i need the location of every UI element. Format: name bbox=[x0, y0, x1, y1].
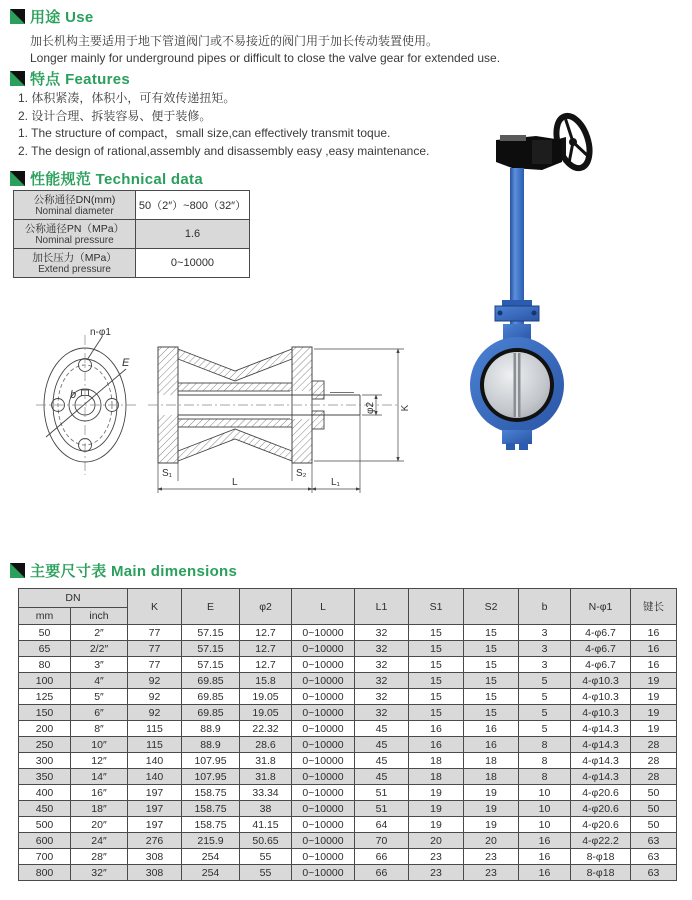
tech-value-cell: 1.6 bbox=[136, 220, 250, 249]
dimension-cell: 22.32 bbox=[240, 721, 292, 737]
dimension-cell: 41.15 bbox=[240, 817, 292, 833]
dimension-cell: 16 bbox=[631, 641, 677, 657]
label-L: L bbox=[232, 477, 238, 488]
dimension-cell: 8 bbox=[519, 769, 571, 785]
dimension-cell: 215.9 bbox=[182, 833, 240, 849]
dimensions-row bbox=[19, 785, 677, 801]
dimension-cell: 77 bbox=[128, 657, 182, 673]
dimension-cell: 31.8 bbox=[240, 753, 292, 769]
dimension-cell: 32 bbox=[355, 705, 409, 721]
dimension-cell: 5 bbox=[519, 721, 571, 737]
dimension-cell: 19.05 bbox=[240, 689, 292, 705]
label-S2: S₂ bbox=[296, 468, 307, 479]
dimension-cell: 115 bbox=[128, 721, 182, 737]
dimension-cell: 4-φ14.3 bbox=[571, 753, 631, 769]
dimension-cell: 16″ bbox=[71, 785, 128, 801]
dimension-cell: 0~10000 bbox=[292, 769, 355, 785]
dimension-cell: 15 bbox=[464, 657, 519, 673]
dimension-cell: 19 bbox=[464, 785, 519, 801]
dimension-cell: 50 bbox=[631, 817, 677, 833]
feature-item: 2. 设计合理、拆装容易、便于装修。 bbox=[18, 108, 212, 123]
label-E: E bbox=[122, 357, 130, 369]
tech-row bbox=[14, 249, 250, 278]
dimension-cell: 158.75 bbox=[182, 785, 240, 801]
dimension-cell: 10 bbox=[519, 801, 571, 817]
dimension-cell: 4-φ10.3 bbox=[571, 705, 631, 721]
dimension-cell: 16 bbox=[631, 657, 677, 673]
tech-label-cell bbox=[14, 220, 136, 249]
gearbox bbox=[496, 135, 566, 170]
dimension-cell: 45 bbox=[355, 769, 409, 785]
dimension-cell: 77 bbox=[128, 641, 182, 657]
dimension-cell: 92 bbox=[128, 689, 182, 705]
dimension-cell: 107.95 bbox=[182, 769, 240, 785]
dimension-cell: 19 bbox=[464, 801, 519, 817]
dimension-cell: 50 bbox=[631, 785, 677, 801]
dimension-cell: 19.05 bbox=[240, 705, 292, 721]
dimensions-row bbox=[19, 769, 677, 785]
dimension-cell: 450 bbox=[19, 801, 71, 817]
dimension-cell: 16 bbox=[464, 737, 519, 753]
dimension-cell: 15 bbox=[409, 641, 464, 657]
label-b: b bbox=[70, 389, 77, 401]
dimension-cell: 16 bbox=[631, 625, 677, 641]
tech-value-cell: 0~10000 bbox=[136, 249, 250, 278]
dimension-cell: 8 bbox=[519, 737, 571, 753]
dimension-cell: 12.7 bbox=[240, 625, 292, 641]
dimension-cell: 23 bbox=[409, 849, 464, 865]
dimension-cell: 12.7 bbox=[240, 641, 292, 657]
dimension-cell: 308 bbox=[128, 849, 182, 865]
dimension-cell: 24″ bbox=[71, 833, 128, 849]
column-header-phi2: φ2 bbox=[240, 589, 292, 625]
dimension-cell: 4-φ20.6 bbox=[571, 817, 631, 833]
dimension-cell: 0~10000 bbox=[292, 657, 355, 673]
tech-label-zh: 公称通径DN(mm) bbox=[33, 193, 116, 206]
dimensions-table-body bbox=[19, 625, 677, 881]
tech-label-en: Extend pressure bbox=[38, 263, 111, 275]
dimension-cell: 10 bbox=[519, 817, 571, 833]
dimension-cell: 32 bbox=[355, 673, 409, 689]
dimension-cell: 4-φ14.3 bbox=[571, 721, 631, 737]
dimension-cell: 4-φ14.3 bbox=[571, 769, 631, 785]
dimension-cell: 115 bbox=[128, 737, 182, 753]
tech-label-cell bbox=[14, 191, 136, 220]
dimension-cell: 65 bbox=[19, 641, 71, 657]
dimension-cell: 200 bbox=[19, 721, 71, 737]
tech-label-zh: 加长压力（MPa） bbox=[32, 251, 117, 264]
dimension-cell: 63 bbox=[631, 849, 677, 865]
dimensions-row bbox=[19, 625, 677, 641]
dimension-cell: 400 bbox=[19, 785, 71, 801]
dimension-cell: 45 bbox=[355, 753, 409, 769]
dimension-cell: 69.85 bbox=[182, 689, 240, 705]
dimension-cell: 19 bbox=[631, 689, 677, 705]
dimension-cell: 4″ bbox=[71, 673, 128, 689]
dimension-cell: 28.6 bbox=[240, 737, 292, 753]
dimension-cell: 55 bbox=[240, 865, 292, 881]
column-header-dn: DN bbox=[19, 589, 128, 608]
dimension-cell: 15 bbox=[409, 625, 464, 641]
dimension-cell: 66 bbox=[355, 849, 409, 865]
dimension-cell: 350 bbox=[19, 769, 71, 785]
dimensions-row bbox=[19, 641, 677, 657]
dimension-cell: 16 bbox=[519, 833, 571, 849]
dimension-cell: 15 bbox=[409, 657, 464, 673]
dimension-cell: 0~10000 bbox=[292, 689, 355, 705]
dimension-cell: 140 bbox=[128, 753, 182, 769]
dimension-cell: 5 bbox=[519, 705, 571, 721]
dimension-cell: 0~10000 bbox=[292, 705, 355, 721]
dimensions-row bbox=[19, 689, 677, 705]
dimension-cell: 8″ bbox=[71, 721, 128, 737]
dimension-cell: 8 bbox=[519, 753, 571, 769]
dimension-cell: 80 bbox=[19, 657, 71, 673]
dimension-cell: 8-φ18 bbox=[571, 865, 631, 881]
dimensions-row bbox=[19, 721, 677, 737]
dimension-cell: 19 bbox=[631, 721, 677, 737]
dimension-cell: 14″ bbox=[71, 769, 128, 785]
section-marker-icon bbox=[10, 71, 25, 86]
dimension-cell: 18 bbox=[464, 753, 519, 769]
dimension-cell: 700 bbox=[19, 849, 71, 865]
dimensions-row bbox=[19, 753, 677, 769]
dimensions-table bbox=[18, 588, 677, 881]
dimension-cell: 276 bbox=[128, 833, 182, 849]
dimension-cell: 15 bbox=[409, 689, 464, 705]
dimension-cell: 4-φ22.2 bbox=[571, 833, 631, 849]
dimension-cell: 50.65 bbox=[240, 833, 292, 849]
dimensions-row bbox=[19, 849, 677, 865]
feature-item: 2. The design of rational,assembly and disassembly easy ,easy maintenance. bbox=[18, 143, 430, 158]
dimension-cell: 158.75 bbox=[182, 801, 240, 817]
use-section-header bbox=[10, 6, 94, 27]
tech-label-cell bbox=[14, 249, 136, 278]
label-K: K bbox=[400, 404, 411, 412]
dimension-cell: 197 bbox=[128, 801, 182, 817]
header-row bbox=[19, 589, 677, 608]
features-section-title: 特点 Features bbox=[30, 71, 130, 88]
dimension-cell: 28 bbox=[631, 753, 677, 769]
dimension-cell: 4-φ6.7 bbox=[571, 625, 631, 641]
dimension-cell: 0~10000 bbox=[292, 753, 355, 769]
dimension-cell: 5 bbox=[519, 673, 571, 689]
dimension-cell: 57.15 bbox=[182, 641, 240, 657]
dimension-cell: 4-φ10.3 bbox=[571, 673, 631, 689]
dimension-cell: 600 bbox=[19, 833, 71, 849]
dimension-cell: 300 bbox=[19, 753, 71, 769]
dimension-cell: 70 bbox=[355, 833, 409, 849]
dimension-cell: 15 bbox=[409, 705, 464, 721]
dimensions-row bbox=[19, 801, 677, 817]
dimensions-row bbox=[19, 657, 677, 673]
dimension-cell: 69.85 bbox=[182, 705, 240, 721]
dimension-cell: 23 bbox=[464, 849, 519, 865]
tech-row bbox=[14, 191, 250, 220]
dimension-cell: 50 bbox=[631, 801, 677, 817]
dimension-cell: 140 bbox=[128, 769, 182, 785]
dimensions-section-header bbox=[10, 560, 237, 581]
dimension-cell: 6″ bbox=[71, 705, 128, 721]
dimension-cell: 28 bbox=[631, 737, 677, 753]
stem-coupling bbox=[495, 300, 539, 321]
technical-section-title: 性能规范 Technical data bbox=[30, 171, 203, 188]
dimension-cell: 15 bbox=[464, 673, 519, 689]
tech-value-cell: 50（2″）~800（32″） bbox=[136, 191, 250, 220]
label-L1: L₁ bbox=[331, 477, 340, 488]
dimension-cell: 3 bbox=[519, 657, 571, 673]
dimensions-row bbox=[19, 817, 677, 833]
valve-body bbox=[470, 337, 564, 450]
dimension-cell: 150 bbox=[19, 705, 71, 721]
dimension-cell: 4-φ20.6 bbox=[571, 801, 631, 817]
dimension-cell: 4-φ14.3 bbox=[571, 737, 631, 753]
dimension-cell: 0~10000 bbox=[292, 865, 355, 881]
dimension-cell: 254 bbox=[182, 865, 240, 881]
dimension-cell: 3″ bbox=[71, 657, 128, 673]
dimension-cell: 18 bbox=[409, 753, 464, 769]
section-marker-icon bbox=[10, 9, 25, 24]
use-text-en: Longer mainly for underground pipes or difficult to close the valve gear for extended use. bbox=[30, 51, 501, 65]
dimension-cell: 15 bbox=[464, 641, 519, 657]
dimension-cell: 69.85 bbox=[182, 673, 240, 689]
dimension-cell: 19 bbox=[409, 785, 464, 801]
dimension-cell: 197 bbox=[128, 817, 182, 833]
dimension-cell: 19 bbox=[409, 801, 464, 817]
dimension-cell: 8-φ18 bbox=[571, 849, 631, 865]
dimension-cell: 800 bbox=[19, 865, 71, 881]
dimension-cell: 55 bbox=[240, 849, 292, 865]
dimension-cell: 107.95 bbox=[182, 753, 240, 769]
dimension-cell: 19 bbox=[464, 817, 519, 833]
dimension-cell: 63 bbox=[631, 833, 677, 849]
dimensions-row bbox=[19, 673, 677, 689]
section-marker-icon bbox=[10, 171, 25, 186]
dimension-cell: 32 bbox=[355, 641, 409, 657]
dimensions-row bbox=[19, 705, 677, 721]
tech-label-en: Nominal diameter bbox=[35, 205, 114, 217]
dimension-cell: 16 bbox=[409, 737, 464, 753]
dimension-cell: 308 bbox=[128, 865, 182, 881]
dimension-cell: 20 bbox=[464, 833, 519, 849]
dimension-cell: 77 bbox=[128, 625, 182, 641]
dimension-cell: 15 bbox=[464, 689, 519, 705]
dimension-cell: 2″ bbox=[71, 625, 128, 641]
use-section-body bbox=[30, 33, 500, 67]
dimension-cell: 19 bbox=[631, 673, 677, 689]
dimension-cell: 10″ bbox=[71, 737, 128, 753]
product-photo bbox=[440, 110, 692, 470]
dimension-cell: 16 bbox=[519, 849, 571, 865]
column-header-l: L bbox=[292, 589, 355, 625]
dimension-cell: 92 bbox=[128, 705, 182, 721]
tech-label-en: Nominal pressure bbox=[35, 234, 114, 246]
dimension-cell: 31.8 bbox=[240, 769, 292, 785]
dimension-cell: 32 bbox=[355, 625, 409, 641]
dimension-cell: 15 bbox=[409, 673, 464, 689]
dimension-cell: 38 bbox=[240, 801, 292, 817]
dimension-cell: 3 bbox=[519, 625, 571, 641]
dimension-cell: 5 bbox=[519, 689, 571, 705]
dimension-cell: 57.15 bbox=[182, 625, 240, 641]
dimension-cell: 0~10000 bbox=[292, 801, 355, 817]
dimensions-row bbox=[19, 865, 677, 881]
dimension-cell: 20 bbox=[409, 833, 464, 849]
dimension-cell: 15 bbox=[464, 625, 519, 641]
label-n-phi1: n-φ1 bbox=[90, 327, 111, 338]
dimension-cell: 63 bbox=[631, 865, 677, 881]
dimension-cell: 45 bbox=[355, 737, 409, 753]
features-section-header bbox=[10, 68, 130, 89]
dimension-cell: 18 bbox=[409, 769, 464, 785]
dimension-cell: 20″ bbox=[71, 817, 128, 833]
dimension-cell: 125 bbox=[19, 689, 71, 705]
use-section-title: 用途 Use bbox=[30, 9, 94, 26]
dimension-cell: 19 bbox=[409, 817, 464, 833]
dimension-cell: 88.9 bbox=[182, 721, 240, 737]
dimension-cell: 12″ bbox=[71, 753, 128, 769]
feature-item: 1. The structure of compact，small size,can effectively transmit toque. bbox=[18, 126, 391, 140]
dimension-cell: 92 bbox=[128, 673, 182, 689]
dimension-cell: 500 bbox=[19, 817, 71, 833]
dimension-cell: 57.15 bbox=[182, 657, 240, 673]
flange-front-view bbox=[36, 335, 136, 475]
dimension-cell: 12.7 bbox=[240, 657, 292, 673]
technical-section-header bbox=[10, 168, 203, 189]
use-text-zh: 加长机构主要适用于地下管道阀门或不易接近的阀门用于加长传动装置使用。 bbox=[30, 34, 439, 48]
dimension-cell: 2/2″ bbox=[71, 641, 128, 657]
dimension-cell: 0~10000 bbox=[292, 737, 355, 753]
dimension-cell: 18″ bbox=[71, 801, 128, 817]
dimension-cell: 254 bbox=[182, 849, 240, 865]
dimension-cell: 0~10000 bbox=[292, 833, 355, 849]
technical-drawing bbox=[30, 323, 432, 509]
dimension-cell: 23 bbox=[464, 865, 519, 881]
dimension-cell: 250 bbox=[19, 737, 71, 753]
dimension-cell: 28″ bbox=[71, 849, 128, 865]
column-header-keylength: 键长 bbox=[631, 589, 677, 625]
dimension-cell: 32″ bbox=[71, 865, 128, 881]
dimension-cell: 28 bbox=[631, 769, 677, 785]
column-header-s2: S2 bbox=[464, 589, 519, 625]
dimension-cell: 16 bbox=[409, 721, 464, 737]
dimension-cell: 64 bbox=[355, 817, 409, 833]
section-marker-icon bbox=[10, 563, 25, 578]
dimension-cell: 10 bbox=[519, 785, 571, 801]
dimensions-row bbox=[19, 833, 677, 849]
dimension-cell: 4-φ20.6 bbox=[571, 785, 631, 801]
column-header-n-phi1: N-φ1 bbox=[571, 589, 631, 625]
dimension-cell: 0~10000 bbox=[292, 849, 355, 865]
column-header-b: b bbox=[519, 589, 571, 625]
features-list bbox=[18, 90, 429, 160]
tech-row bbox=[14, 220, 250, 249]
dimension-cell: 5″ bbox=[71, 689, 128, 705]
dimensions-row bbox=[19, 737, 677, 753]
dimension-cell: 0~10000 bbox=[292, 673, 355, 689]
dimension-cell: 33.34 bbox=[240, 785, 292, 801]
dimension-cell: 15.8 bbox=[240, 673, 292, 689]
technical-data-table bbox=[13, 190, 250, 278]
dimension-cell: 50 bbox=[19, 625, 71, 641]
column-header-l1: L1 bbox=[355, 589, 409, 625]
dimension-cell: 19 bbox=[631, 705, 677, 721]
dimension-cell: 4-φ10.3 bbox=[571, 689, 631, 705]
column-header-e: E bbox=[182, 589, 240, 625]
dimension-cell: 158.75 bbox=[182, 817, 240, 833]
dimension-cell: 0~10000 bbox=[292, 721, 355, 737]
dimension-cell: 45 bbox=[355, 721, 409, 737]
dimension-cell: 0~10000 bbox=[292, 641, 355, 657]
dimension-cell: 32 bbox=[355, 689, 409, 705]
dimension-cell: 16 bbox=[464, 721, 519, 737]
dimensions-section-title: 主要尺寸表 Main dimensions bbox=[30, 563, 238, 580]
dimension-cell: 88.9 bbox=[182, 737, 240, 753]
dimension-cell: 16 bbox=[519, 865, 571, 881]
dimension-cell: 197 bbox=[128, 785, 182, 801]
dimension-cell: 23 bbox=[409, 865, 464, 881]
label-phi2: φ2 bbox=[365, 401, 376, 415]
column-header-s1: S1 bbox=[409, 589, 464, 625]
tech-label-zh: 公称通径PN（MPa） bbox=[24, 222, 125, 235]
label-S1: S₁ bbox=[162, 468, 173, 479]
dimension-cell: 4-φ6.7 bbox=[571, 641, 631, 657]
dimension-cell: 4-φ6.7 bbox=[571, 657, 631, 673]
dimension-cell: 51 bbox=[355, 801, 409, 817]
dimension-cell: 0~10000 bbox=[292, 785, 355, 801]
column-header-k: K bbox=[128, 589, 182, 625]
valve-side-section-view bbox=[148, 347, 398, 463]
dimension-cell: 51 bbox=[355, 785, 409, 801]
dimension-cell: 15 bbox=[464, 705, 519, 721]
dimension-cell: 32 bbox=[355, 657, 409, 673]
column-header-inch: inch bbox=[71, 608, 128, 625]
dimension-cell: 66 bbox=[355, 865, 409, 881]
feature-item: 1. 体积紧凑，体积小，可有效传递扭矩。 bbox=[18, 91, 236, 105]
dimension-cell: 0~10000 bbox=[292, 817, 355, 833]
dimension-cell: 100 bbox=[19, 673, 71, 689]
dimension-cell: 0~10000 bbox=[292, 625, 355, 641]
dimension-cell: 18 bbox=[464, 769, 519, 785]
column-header-mm: mm bbox=[19, 608, 71, 625]
dimension-cell: 3 bbox=[519, 641, 571, 657]
